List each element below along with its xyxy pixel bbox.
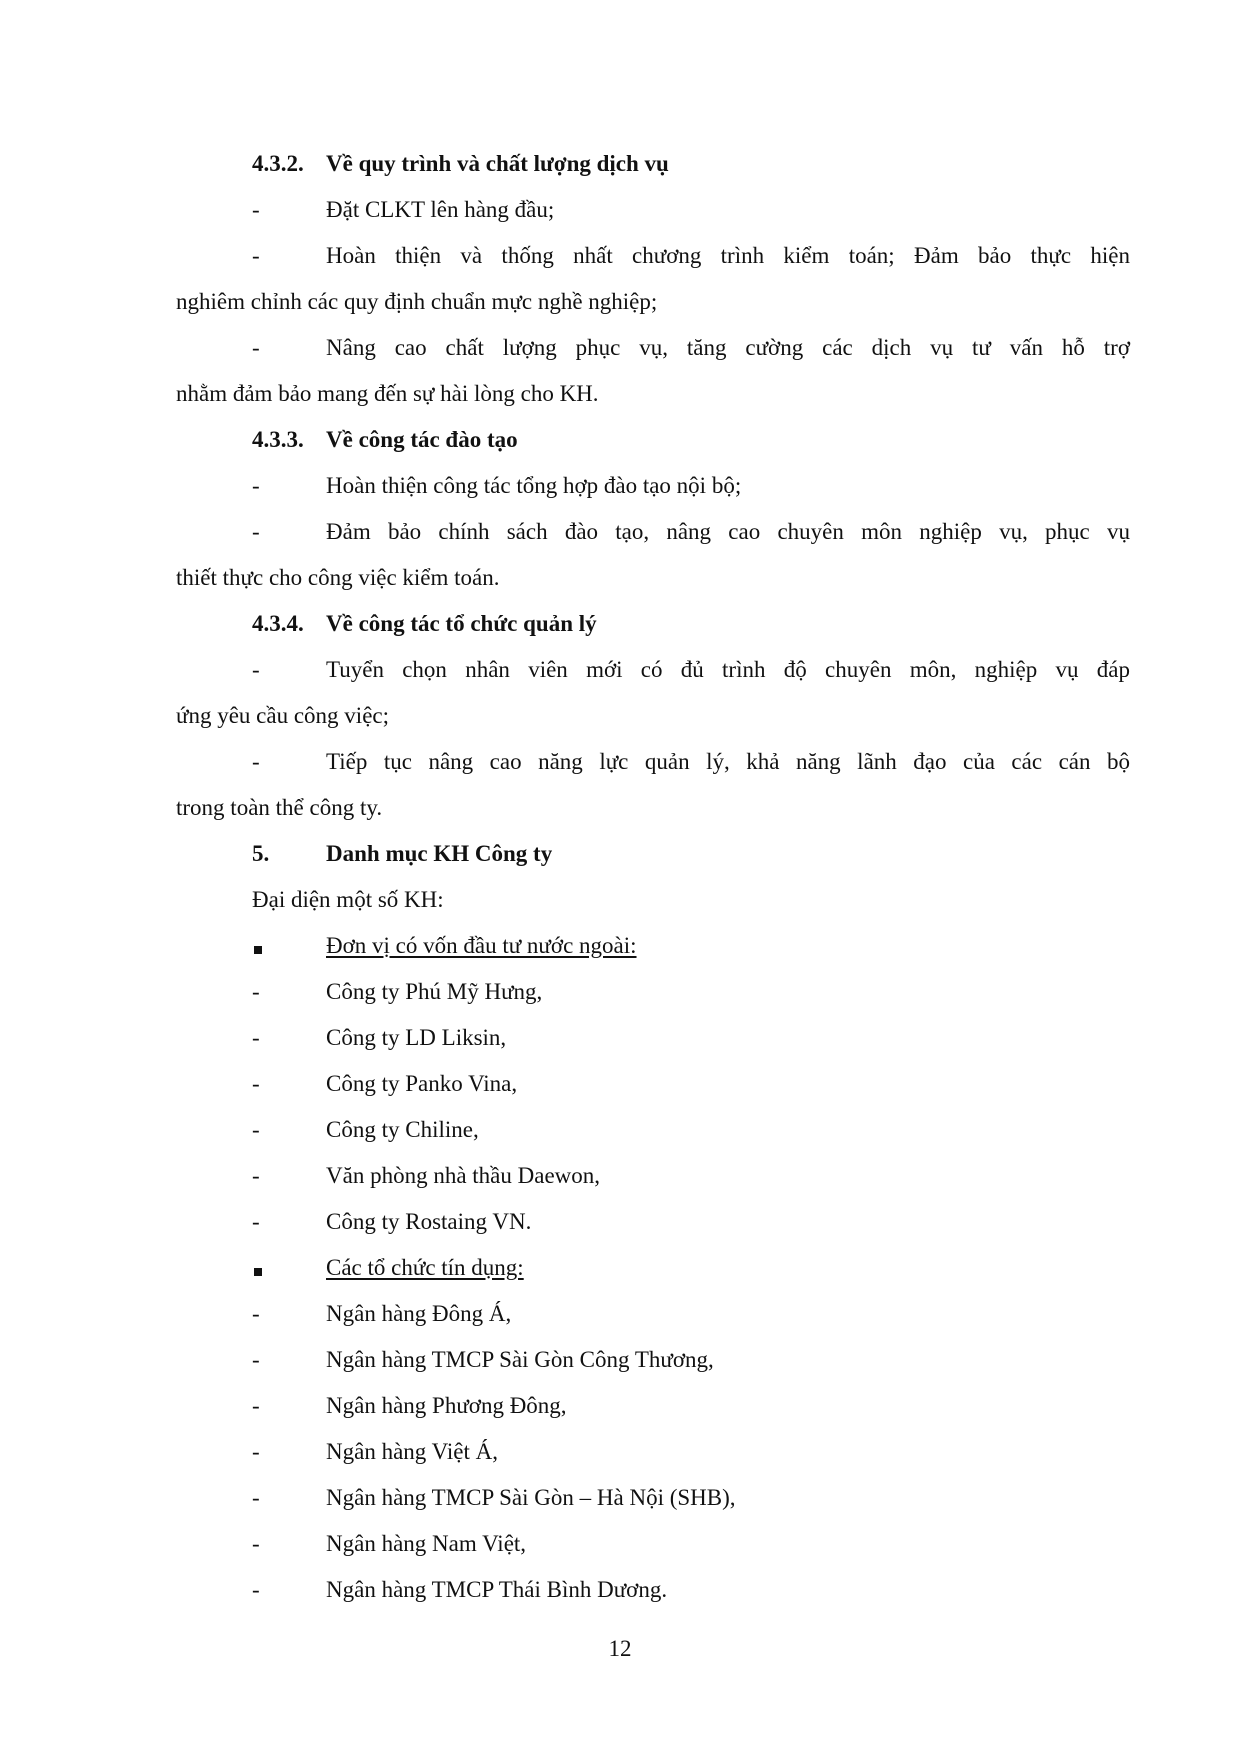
list-item: Công ty Chiline,: [326, 1117, 479, 1142]
list-item: Công ty LD Liksin,: [326, 1025, 507, 1050]
list-dash: -: [252, 1209, 260, 1234]
list-dash: -: [252, 1071, 260, 1096]
group-title-foreign-investment: Đơn vị có vốn đầu tư nước ngoài:: [326, 933, 637, 958]
list-dash: -: [252, 243, 260, 268]
section-4-3-4-title: Về công tác tổ chức quản lý: [326, 611, 597, 636]
list-item: Ngân hàng Đông Á,: [326, 1301, 512, 1326]
list-item: Tuyển chọn nhân viên mới có đủ trình độ chuyên môn, nghiệp vụ đáp: [326, 657, 1130, 682]
list-dash: -: [252, 657, 260, 682]
list-dash: -: [252, 1025, 260, 1050]
section-4-3-3-number: 4.3.3.: [252, 427, 304, 452]
page-number: 12: [608, 1636, 632, 1661]
section-4-3-4-number: 4.3.4.: [252, 611, 304, 636]
section-4-3-2-number: 4.3.2.: [252, 151, 304, 176]
list-item: Tiếp tục nâng cao năng lực quản lý, khả năng lãnh đạo của các cán bộ: [326, 749, 1130, 774]
list-item: Hoàn thiện công tác tổng hợp đào tạo nội bộ;: [326, 473, 742, 498]
list-item-continuation: trong toàn thể công ty.: [176, 795, 383, 820]
section-4-3-3-title: Về công tác đào tạo: [326, 427, 518, 452]
list-item: Công ty Rostaing VN.: [326, 1209, 532, 1234]
list-item: Ngân hàng TMCP Sài Gòn Công Thương,: [326, 1347, 714, 1372]
square-bullet-icon: [254, 946, 262, 954]
list-dash: -: [252, 1577, 260, 1602]
list-dash: -: [252, 473, 260, 498]
list-dash: -: [252, 979, 260, 1004]
list-dash: -: [252, 1393, 260, 1418]
list-item: Công ty Phú Mỹ Hưng,: [326, 979, 543, 1004]
intro-text: Đại diện một số KH:: [252, 887, 444, 912]
list-item: Công ty Panko Vina,: [326, 1071, 518, 1096]
list-item-continuation: nghiêm chỉnh các quy định chuẩn mực nghề nghiệp;: [176, 289, 658, 314]
list-dash: -: [252, 1485, 260, 1510]
list-item: Ngân hàng TMCP Thái Bình Dương.: [326, 1577, 668, 1602]
list-item: Ngân hàng Phương Đông,: [326, 1393, 567, 1418]
list-item: Văn phòng nhà thầu Daewon,: [326, 1163, 601, 1188]
section-5-number: 5.: [252, 841, 270, 866]
list-dash: -: [252, 1347, 260, 1372]
section-5-title: Danh mục KH Công ty: [326, 841, 553, 866]
section-4-3-2-title: Về quy trình và chất lượng dịch vụ: [326, 151, 669, 176]
list-dash: -: [252, 1163, 260, 1188]
list-dash: -: [252, 749, 260, 774]
list-dash: -: [252, 1531, 260, 1556]
square-bullet-icon: [254, 1268, 262, 1276]
list-item-continuation: thiết thực cho công việc kiểm toán.: [176, 565, 500, 590]
list-item-continuation: nhằm đảm bảo mang đến sự hài lòng cho KH.: [176, 381, 599, 406]
list-item: Ngân hàng TMCP Sài Gòn – Hà Nội (SHB),: [326, 1485, 736, 1510]
list-dash: -: [252, 1301, 260, 1326]
list-dash: -: [252, 1439, 260, 1464]
list-item: Ngân hàng Việt Á,: [326, 1439, 498, 1464]
list-dash: -: [252, 197, 260, 222]
list-dash: -: [252, 1117, 260, 1142]
list-item: Đảm bảo chính sách đào tạo, nâng cao chuyên môn nghiệp vụ, phục vụ: [326, 519, 1130, 544]
list-item: Nâng cao chất lượng phục vụ, tăng cường các dịch vụ tư vấn hỗ trợ: [326, 335, 1130, 360]
list-item: Ngân hàng Nam Việt,: [326, 1531, 527, 1556]
group-title-credit-institutions: Các tổ chức tín dụng:: [326, 1255, 524, 1280]
list-item: Đặt CLKT lên hàng đầu;: [326, 197, 555, 222]
list-dash: -: [252, 335, 260, 360]
list-item-continuation: ứng yêu cầu công việc;: [176, 703, 389, 728]
list-dash: -: [252, 519, 260, 544]
list-item: Hoàn thiện và thống nhất chương trình kiểm toán; Đảm bảo thực hiện: [326, 243, 1130, 268]
